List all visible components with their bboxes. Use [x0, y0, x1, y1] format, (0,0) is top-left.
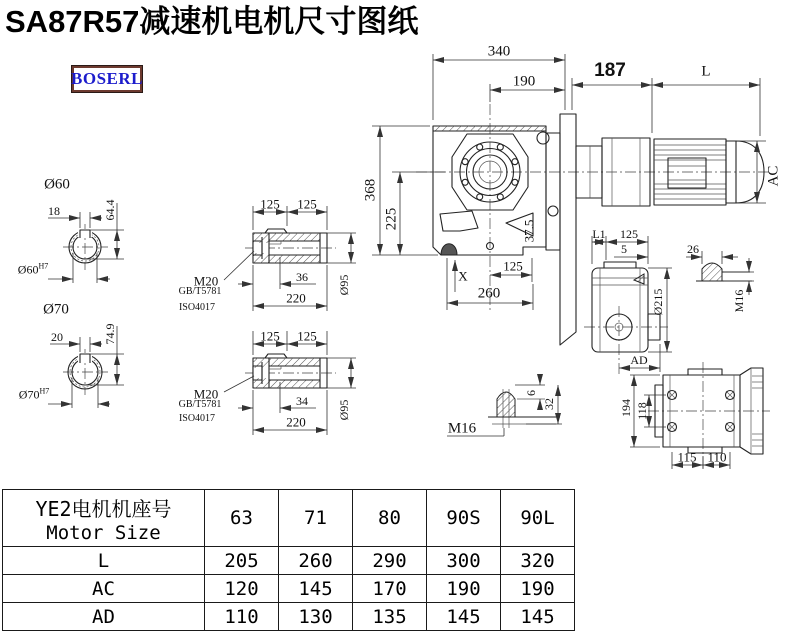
keybottom-dim-32: 32	[542, 398, 556, 410]
spec-cell: 145	[501, 603, 575, 631]
hollow1-dim-220: 220	[286, 290, 306, 306]
hollow2-dim-125a: 125	[260, 328, 280, 344]
shaft60-bore: $Ø60^{H7}$	[17, 261, 49, 277]
hollow1-std-gb: GB/T5781	[178, 286, 222, 297]
dim-125-bottom: 125	[503, 258, 523, 274]
spec-cell: 135	[353, 603, 427, 631]
spec-cell: 205	[205, 547, 279, 575]
spec-row-L	[3, 547, 575, 575]
hollow1-thread: M20	[193, 273, 219, 289]
mount-dim-118: 118	[635, 402, 649, 420]
spec-cell: 290	[353, 547, 427, 575]
spec-cell: 145	[279, 575, 353, 603]
dim-260: 260	[477, 285, 501, 302]
spec-header-cell	[3, 490, 205, 547]
shaft70-bore: $Ø70^{H7}$	[18, 386, 50, 402]
sideview-dim-5: 5	[621, 242, 627, 256]
spec-cell: 190	[501, 575, 575, 603]
boserl-logo-text: BOSERL	[71, 69, 143, 88]
sideview-dim-125: 125	[620, 227, 638, 241]
sideview-dim-L1: L1	[592, 227, 606, 241]
drawing-title: SA87R57减速机电机尺寸图纸	[5, 4, 419, 39]
shaft60-key-height: 64.4	[103, 199, 117, 221]
spec-col-90S: 90S	[427, 490, 501, 547]
shaft60-title: Ø60	[44, 176, 70, 193]
dim-X: X	[458, 268, 468, 284]
hollow1-std-iso: ISO4017	[178, 302, 216, 313]
hollow2-dim-34: 34	[296, 394, 308, 408]
hollow1-dim-125b: 125	[297, 196, 317, 212]
sideview-dim-AD: AD	[630, 353, 648, 367]
spec-cell: 170	[353, 575, 427, 603]
dim-225: 225	[383, 207, 400, 231]
spec-cell: 300	[427, 547, 501, 575]
keybottom-thread-M16: M16	[447, 420, 477, 437]
spec-cell: 320	[501, 547, 575, 575]
spec-row-AD	[3, 603, 575, 631]
dim-37-5: 37.5	[521, 219, 537, 243]
spec-row-label: L	[3, 547, 205, 575]
spec-cell: 260	[279, 547, 353, 575]
spec-cell: 120	[205, 575, 279, 603]
dim-368: 368	[362, 178, 379, 202]
spec-cell: 190	[427, 575, 501, 603]
spec-header-en: Motor Size	[46, 521, 161, 544]
hollow2-std-iso: ISO4017	[178, 413, 216, 424]
hollow1-dia-95: Ø95	[337, 274, 351, 296]
hollow1-dim-125a: 125	[260, 196, 280, 212]
mount-dim-194: 194	[619, 399, 633, 417]
shaft70-key-width: 20	[51, 330, 63, 344]
keybottom-dim-6: 6	[524, 390, 538, 396]
spec-row-AC	[3, 575, 575, 603]
shaft60-key-width: 18	[48, 204, 60, 218]
spec-row-label: AD	[3, 603, 205, 631]
mount-dim-110: 110	[707, 449, 727, 465]
dim-190: 190	[512, 73, 536, 90]
hollow2-dim-125b: 125	[297, 328, 317, 344]
shaft70-title: Ø70	[43, 301, 69, 318]
hollow2-thread: M20	[193, 386, 219, 402]
spec-header-row	[3, 490, 575, 547]
spec-col-71: 71	[279, 490, 353, 547]
hollow2-std-gb: GB/T5781	[178, 399, 222, 410]
spec-col-80: 80	[353, 490, 427, 547]
front-view-linework	[433, 114, 576, 345]
centerlines	[63, 104, 772, 470]
dim-187: 187	[594, 60, 626, 81]
keyright-dim-26: 26	[687, 242, 699, 256]
spec-cell: 130	[279, 603, 353, 631]
spec-cell: 145	[427, 603, 501, 631]
spec-cell: 110	[205, 603, 279, 631]
hollow1-dim-36: 36	[296, 270, 308, 284]
dim-340: 340	[487, 43, 511, 60]
shaft70-key-height: 74.9	[103, 323, 117, 345]
spec-col-90L: 90L	[501, 490, 575, 547]
hollow2-dia-95: Ø95	[337, 399, 351, 421]
mount-dim-115: 115	[677, 449, 697, 465]
spec-table	[2, 489, 575, 631]
spec-header-cn: YE2电机机座号	[35, 496, 172, 521]
sideview-dia-215: Ø215	[651, 288, 665, 316]
dim-AC: AC	[765, 165, 782, 187]
spec-col-63: 63	[205, 490, 279, 547]
key-right-linework	[686, 251, 754, 295]
dim-motor-length-L: L	[701, 63, 711, 80]
hollow2-dim-220: 220	[286, 414, 306, 430]
spec-row-label: AC	[3, 575, 205, 603]
keyright-thread-M16: M16	[732, 289, 746, 313]
